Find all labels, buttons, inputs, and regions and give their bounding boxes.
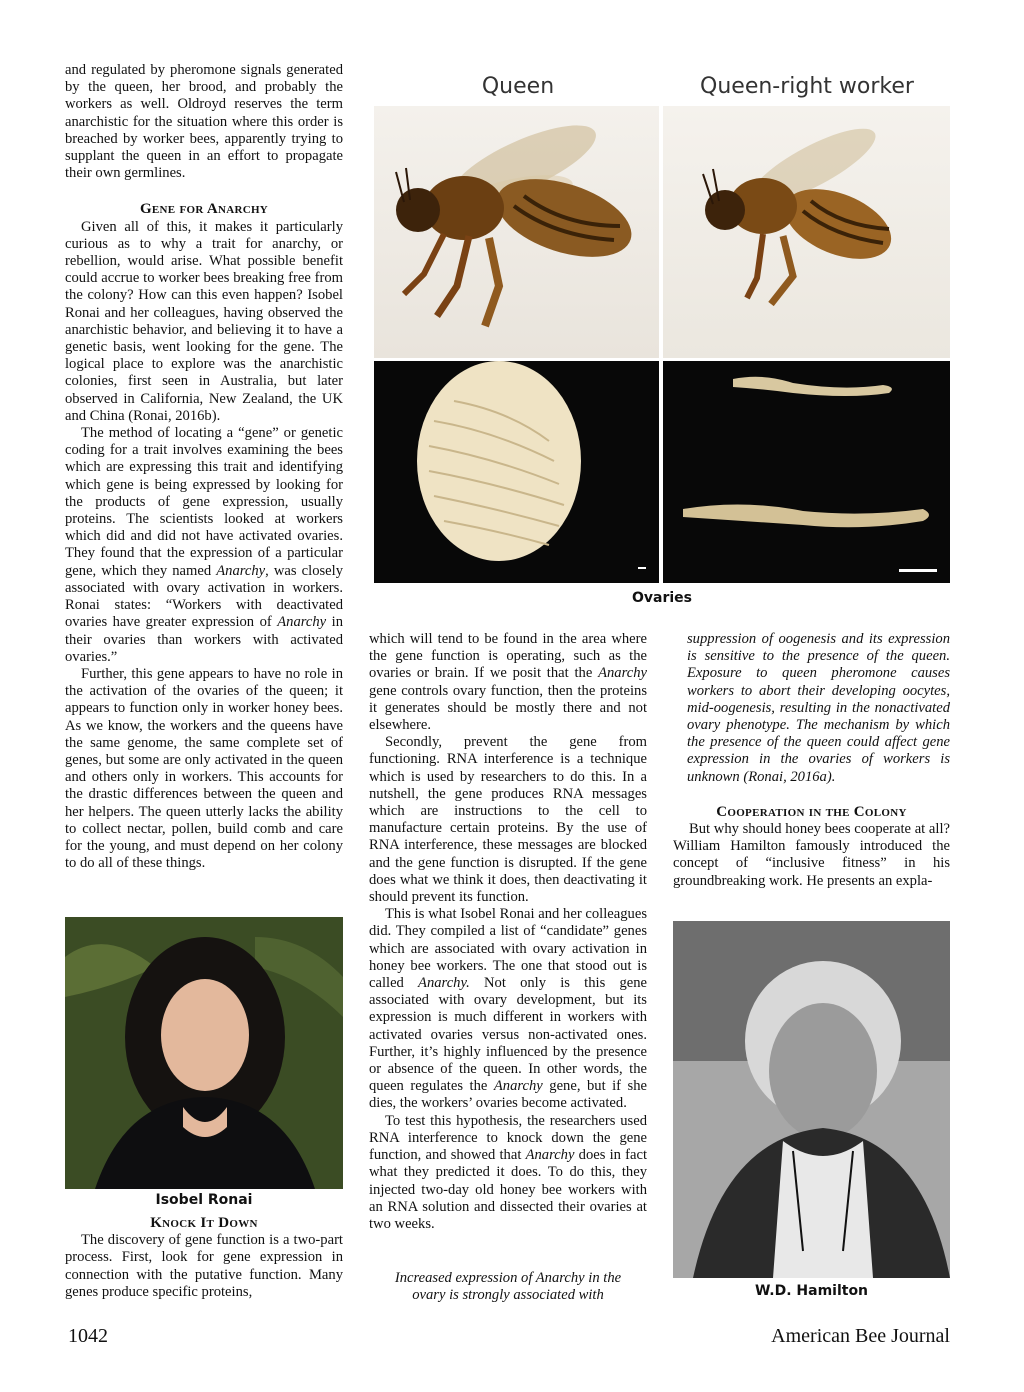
figure-label-worker: Queen-right worker xyxy=(700,74,914,99)
figure-caption-ovaries: Ovaries xyxy=(631,590,692,606)
worker-bee-photo xyxy=(663,106,950,358)
journal-name: American Bee Journal xyxy=(771,1325,950,1347)
paragraph-col2-3: This is what Isobel Ronai and her colleagues did. They compiled a list of “candidate” genes which are associated with ovary activation in honey bee workers. The one that stood out is called Anarchy. Not only is this gene associated with ovary development, but its expression is much different in workers with activated ovaries versus non-activated ones. Further, it’s highly influenced by the presence or absence of the queen. In other words, the queen regulates the Anarchy gene, but if she dies, the workers’ ovaries become activated. xyxy=(369,906,647,1112)
wd-hamilton-photo xyxy=(673,921,950,1278)
column-1-bottom xyxy=(65,1215,343,1301)
column-1-top xyxy=(65,62,343,872)
paragraph-cooperation: But why should honey bees cooperate at all? William Hamilton famously introduced the concept of “inclusive fitness” in his groundbreaking work. He presents an expla- xyxy=(673,821,950,889)
paragraph-col2-1: which will tend to be found in the area where the gene function is operating, such as the ovaries or brain. If we posit that the Anarchy gene controls ovary function, then the proteins it generates should be mostly there and not elsewhere. xyxy=(369,631,647,734)
page-number: 1042 xyxy=(68,1325,108,1347)
paragraph-knock: The discovery of gene function is a two-part process. First, look for gene expression in connection with the putative function. Many genes produce specific proteins, xyxy=(65,1232,343,1300)
heading-cooperation: Cooperation in the Colony xyxy=(716,803,907,820)
caption-isobel-ronai: Isobel Ronai xyxy=(155,1192,253,1208)
worker-ovary-photo xyxy=(663,361,950,583)
paragraph-intro: and regulated by pheromone signals generated by the queen, her brood, and probably the workers as well. Oldroyd reserves the term anarchistic for the situation where this order is breached by worker bees, apparently trying to supplant the queen in an effort to propagate their own germlines. xyxy=(65,62,343,182)
paragraph-gene-3: Further, this gene appears to have no role in the activation of the ovaries of the queen; it appears to function only in worker honey bees. As we know, the workers and the queens have the same genome, the same complete set of genes, but some are only activated in the queen and others only in workers. This accounts for the drastic differences between the queen and her helpers. The queen utterly lacks the ability to collect nectar, pollen, build comb and care for the young, and must depend on her colony to do all of these things. xyxy=(65,665,343,872)
isobel-ronai-photo xyxy=(65,917,343,1189)
column-3 xyxy=(673,631,950,890)
heading-knock-it-down: Knock It Down xyxy=(150,1215,258,1231)
queen-ovary-photo xyxy=(374,361,659,583)
heading-gene-for-anarchy: Gene for Anarchy xyxy=(139,201,269,218)
pull-quote: Increased expression of Anarchy in the ovary is strongly associated with xyxy=(394,1270,622,1304)
paragraph-col2-2: Secondly, prevent the gene from functioning. RNA interference is a technique which is used by researchers to do this. In a nutshell, the gene produces RNA messages which are instructions to the cell to manufacture certain proteins. By the use of RNA interference, these messages are blocked and the gene function is disrupted. If the gene does what we think it does, then deactivating it should prevent its function. xyxy=(369,734,647,906)
paragraph-gene-2: The method of locating a “gene” or genetic coding for a trait involves examining the bees which are expressing this trait and identifying which gene is being expressed by looking for the products of gene expression, usually proteins. The scientists looked at workers which did and did not have activated ovaries. They found that the expression of a particular gene, which they named Anarchy, was closely associated with ovary activation in workers. Ronai states: “Workers with deactivated ovaries have greater expression of Anarchy in their ovaries than workers with activated ovaries.” xyxy=(65,425,344,665)
caption-wd-hamilton: W.D. Hamilton xyxy=(754,1283,869,1299)
paragraph-gene-1: Given all of this, it makes it particularly curious as to why a trait for anarchy, or rebellion, would arise. What possible benefit could accrue to worker bees breaking free from the colony? How can this even happen? Isobel Ronai and her colleagues, having observed the anarchistic behavior, and believing it to have a genetic basis, went looking for the gene. The logical place to explore was the anarchistic colonies, first seen in Australia, but later observed in California, New Zealand, the UK and China (Ronai, 2016b). xyxy=(65,218,343,424)
queen-bee-photo xyxy=(374,106,659,358)
column-2 xyxy=(369,631,647,1233)
italic-quote-block: suppression of oogenesis and its expression is sensitive to the presence of the queen. Exposure to queen pheromone causes workers to abort their developing oocytes, mid-oogenesis, resulting in the nonactivated ovary phenotype. The mechanism by which the presence of the queen could affect gene expression in the ovaries of workers is unknown (Ronai, 2016a). xyxy=(687,631,950,785)
figure-bee-comparison xyxy=(374,64,950,614)
paragraph-col2-4: To test this hypothesis, the researchers used RNA interference to knock down the gene function, and showed that Anarchy does in fact what they predicted it does. To do this, they injected two-day old honey bee workers with an RNA solution and dissected their ovaries at two weeks. xyxy=(369,1112,647,1232)
figure-label-queen: Queen xyxy=(481,74,555,99)
